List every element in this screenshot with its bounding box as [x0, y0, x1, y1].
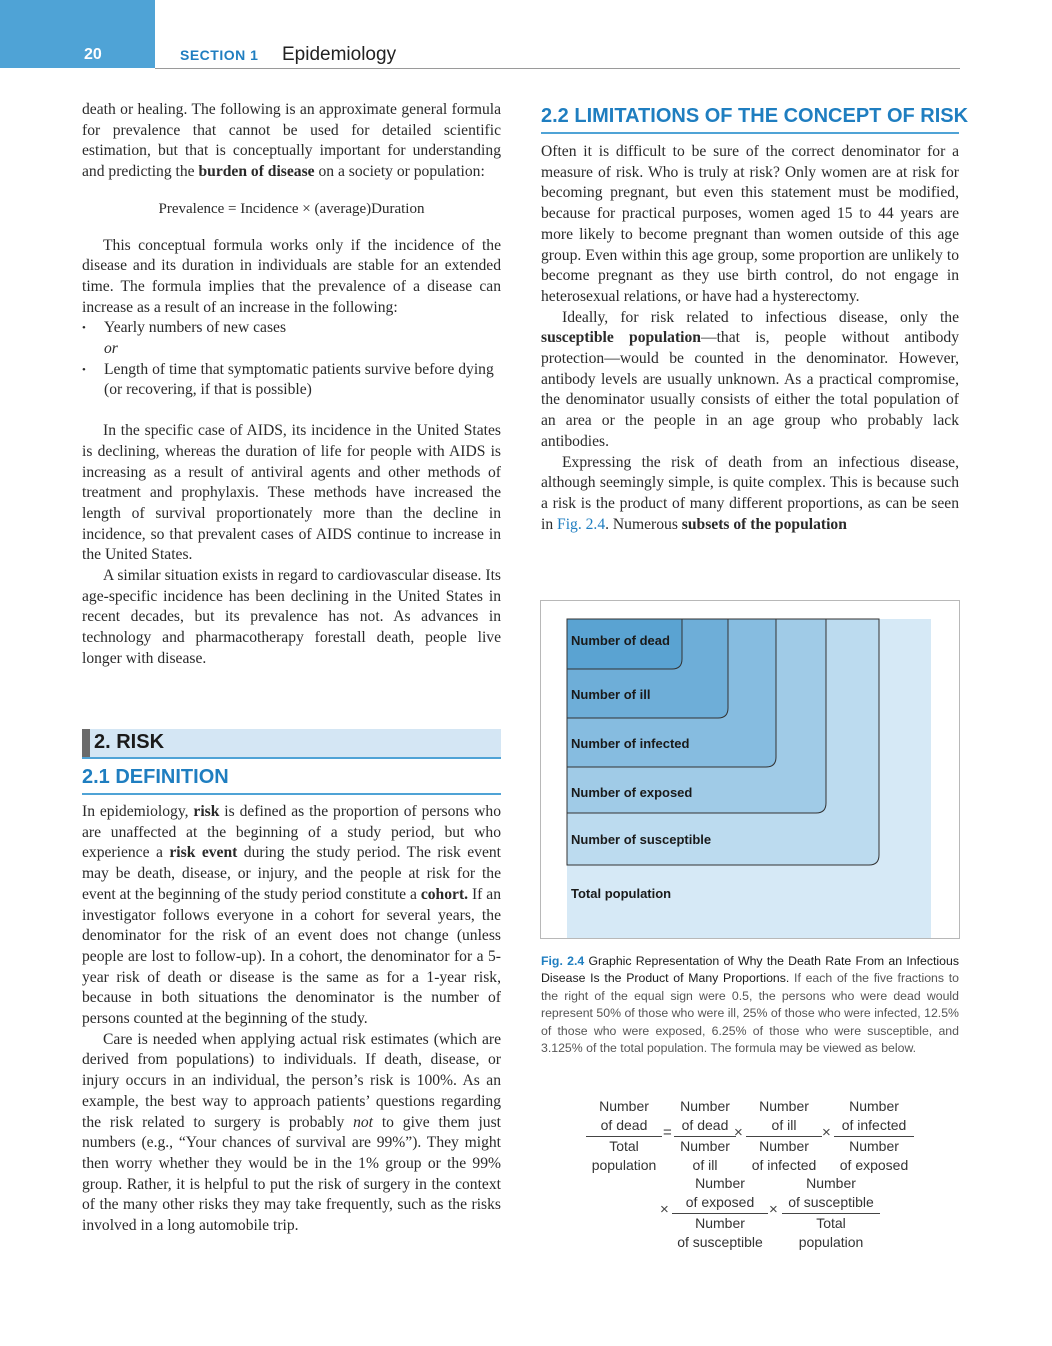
- right-column: [541, 142, 959, 535]
- page-tab: [0, 0, 155, 68]
- label-infected: Number of infected: [571, 736, 690, 751]
- section-label: SECTION 1: [180, 47, 259, 63]
- label-ill: Number of ill: [571, 687, 651, 702]
- bullet-list: [82, 318, 501, 401]
- equals-sign: =: [663, 1124, 672, 1141]
- times-sign: ×: [734, 1124, 743, 1141]
- header-rule: [155, 68, 960, 69]
- subheading-rule: [541, 132, 959, 134]
- subheading-rule: [82, 793, 501, 795]
- figure-link[interactable]: Fig. 2.4: [557, 515, 606, 533]
- paragraph: This conceptual formula works only if the incidence of the disease and its duration in individuals are stable for an extended time. The formula implies that the prevalence of a disease can increase as a result of an increase in the following:: [82, 236, 501, 316]
- fraction-ill-over-infected: Number of ill Number of infected: [746, 1097, 822, 1175]
- heading-accent: [82, 729, 90, 757]
- fraction-infected-over-exposed: Number of infected Number of exposed: [834, 1097, 914, 1175]
- heading-text: 2. RISK: [94, 731, 165, 753]
- section-heading-risk: [82, 729, 501, 759]
- prevalence-formula: Prevalence = Incidence × (average)Duration: [158, 200, 425, 217]
- paragraph: Care is needed when applying actual risk estimates (which are derived from populations) to individuals. If death, disease, or injury occurs in an individual, the person’s risk is 100%. As an example, the best way to approach patients’ questions regarding the risk related to surgery is probably not to give them just numbers (e.g., “Your chances of survival are 99%”). They might then worry whether they would be in the 1% group or the 99% group. Rather, it is helpful to put the risk of surgery in the context of the many other risks they may take frequently, such as the risks involved in a long automobile trip.: [82, 1030, 501, 1235]
- or-label: or: [104, 340, 118, 358]
- fraction-exposed-over-susceptible: Number of exposed Number of susceptible: [672, 1174, 768, 1252]
- left-column-bottom: [82, 802, 501, 1237]
- left-column-top: [82, 100, 501, 670]
- section-title: Epidemiology: [282, 44, 397, 65]
- paragraph: Expressing the risk of death from an infectious disease, although seemingly simple, is quite complex. This is because such a risk is the product of many different proportions, as can be seen in Fig. 2.4. Numerous subsets of the population: [541, 453, 959, 533]
- figure-2-4: [540, 600, 960, 939]
- figure-caption: [541, 953, 959, 1057]
- list-item: • Yearly numbers of new cases: [82, 318, 501, 339]
- caption-text: If each of the five fractions to the right of the equal sign were 0.5, the persons who were dead would represent 50% of those who were ill, 25% of those who were infected, 12.5% of those who were exposed, 6.25% of those who were susceptible, and 3.125% of the total population. The formula may be viewed as below.: [541, 971, 959, 1056]
- times-sign: ×: [660, 1201, 669, 1218]
- paragraph: Often it is difficult to be sure of the correct denominator for a measure of risk. Who is truly at risk? Only women are at risk for becoming pregnant, but even this statement must be modified, because for practical purposes, women aged 15 to 44 years are more likely to become pregnant than women outside of this age group. Even within this age group, some proportion are unlikely to become pregnant as they use birth control, do not engage in heterosexual relations, or have had a hysterectomy.: [541, 143, 959, 305]
- times-sign: ×: [822, 1124, 831, 1141]
- paragraph: In the specific case of AIDS, its incidence in the United States is declining, whereas the duration of life for people with AIDS is increasing as a result of antiviral agents and other methods of treatment and prophylaxis. These methods have increased the length of survival proportionately more than the decline in incidence, so that prevalent cases of AIDS continue to increase in the United States.: [82, 422, 501, 564]
- fraction-dead-over-ill: Number of dead Number of ill: [674, 1097, 736, 1175]
- paragraph: death or healing. The following is an approximate general formula for prevalence that cannot be used for detailed scientific estimation, but that is conceptually important for understanding and predicting the burden of disease on a society or population:: [82, 101, 501, 181]
- times-sign: ×: [769, 1201, 778, 1218]
- paragraph: A similar situation exists in regard to cardiovascular disease. Its age-specific incidence has been declining in the United States in recent decades, but its prevalence has not. As advances in technology and pharmacotherapy forestall death, people live longer with disease.: [82, 567, 501, 667]
- label-dead: Number of dead: [571, 633, 670, 648]
- fraction-susceptible-over-total: Number of susceptible Total population: [782, 1174, 880, 1252]
- label-susceptible: Number of susceptible: [571, 832, 712, 847]
- subheading-definition: 2.1 DEFINITION: [82, 766, 229, 788]
- list-item: • Length of time that symptomatic patients survive before dying (or recovering, if that is possible): [82, 360, 501, 401]
- paragraph: In epidemiology, risk is defined as the proportion of persons who are unaffected at the beginning of a study period, but who experience a risk event during the study period. The risk event may be death, disease, or injury, and the people at risk for the event at the beginning of the study period constitute a cohort. If an investigator follows everyone in a cohort for several years, the denominator for the risk of an event does not change (unless people are lost to follow-up). In a cohort, the denominator for a 5-year risk of death or disease is the same as for a 1-year risk, because in both situations the denominator is the number of persons counted at the beginning of the study.: [82, 803, 501, 1028]
- label-exposed: Number of exposed: [571, 785, 693, 800]
- caption-number: Fig. 2.4: [541, 954, 585, 968]
- subheading-limitations: 2.2 LIMITATIONS OF THE CONCEPT OF RISK: [541, 105, 969, 127]
- fraction-dead-over-total: Number of dead Total population: [586, 1097, 662, 1175]
- label-total: Total population: [571, 886, 672, 901]
- caption-title: Graphic Representation of Why the Death Rate From an Infectious Disease Is the Product of Many Proportions.: [541, 954, 959, 986]
- page-number: 20: [84, 46, 102, 63]
- paragraph: Ideally, for risk related to infectious disease, only the susceptible population—that is, people without antibody protection—would be counted in the denominator. However, antibody levels are usually unknown. As a practical compromise, the denominator usually consists of either the total population of an area or the people in an age group who probably lack antibodies.: [541, 308, 959, 450]
